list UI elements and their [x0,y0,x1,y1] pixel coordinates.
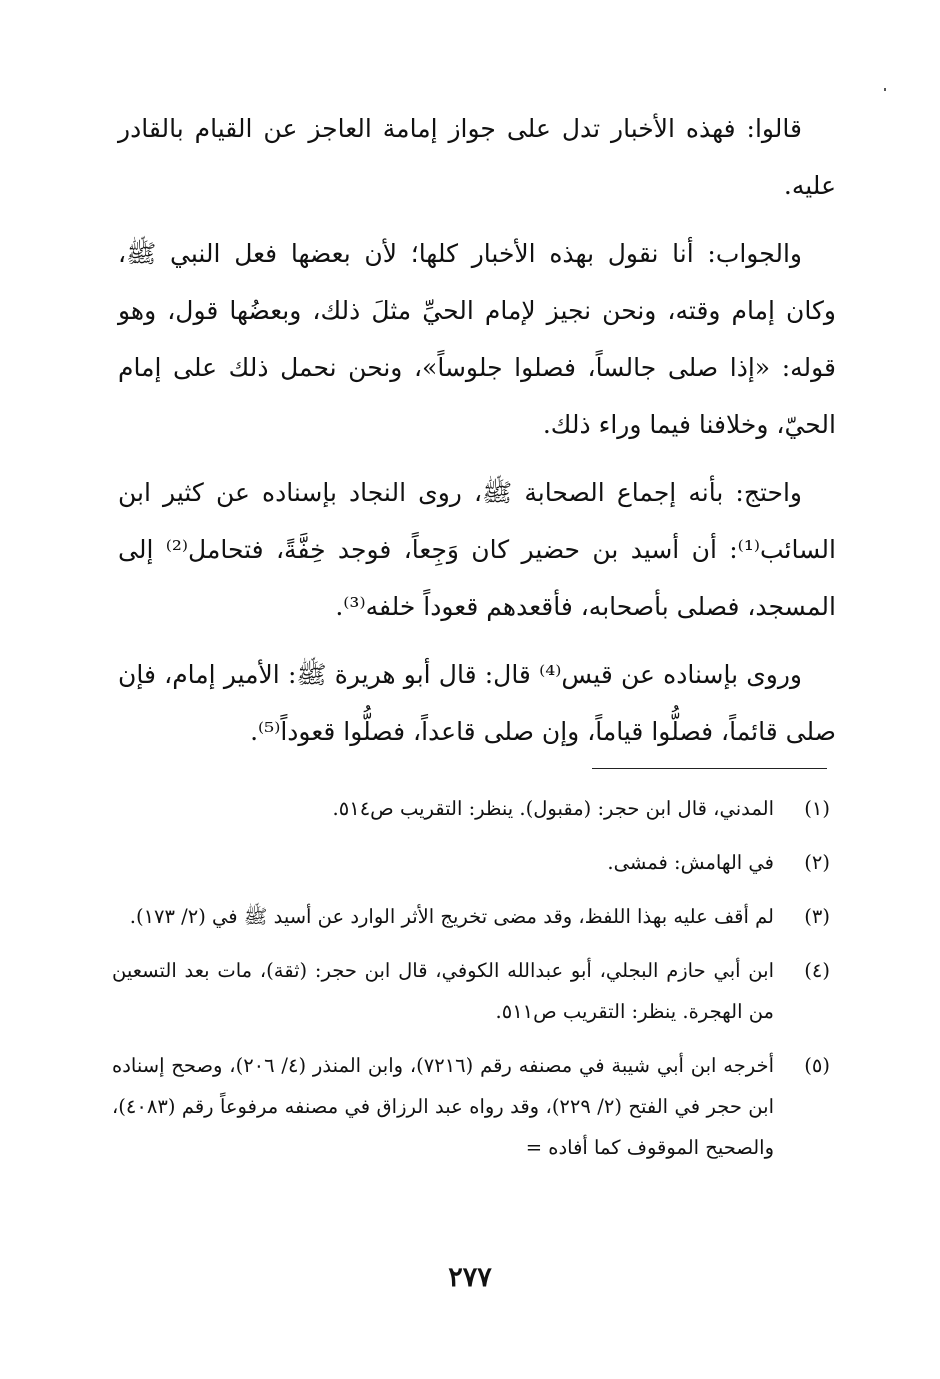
footnote-1 [112,788,830,829]
paragraph-4: وروى بإسناده عن قيس⁽⁴⁾ قال: قال أبو هريرة ﷺ: الأمير إمام، فإن صلى قائماً، فصلُّوا قياماً، وإن صلى قاعداً، فصلُّوا قعوداً⁽⁵⁾. [118,660,836,746]
footnote-divider [592,768,827,769]
footnote-2 [112,842,830,883]
footnote-text: في الهامش: فمشى. [607,851,774,874]
footnote-text: المدني، قال ابن حجر: (مقبول). ينظر: التقريب ص٥١٤. [332,797,774,820]
footnote-text: ابن أبي حازم البجلي، أبو عبدالله الكوفي، قال ابن حجر: (ثقة)، مات بعد التسعين من الهجرة. ينظر: التقريب ص٥١١. [112,959,774,1023]
main-text [118,100,836,771]
footnote-4 [112,950,830,1032]
footnote-number: (٤) [804,959,830,982]
footnote-number: (٣) [804,905,830,928]
footnote-5 [112,1045,830,1168]
paragraph-1: قالوا: فهذه الأخبار تدل على جواز إمامة العاجز عن القيام بالقادر عليه. [118,114,836,200]
paragraph-2: والجواب: أنا نقول بهذه الأخبار كلها؛ لأن بعضها فعل النبي ﷺ، وكان إمام وقته، ونحن نجيز لإمام الحيِّ مثلَ ذلك، وبعضُها قول، وهو قوله: «إذا صلى جالساً، فصلوا جلوساً»، ونحن نحمل ذلك على إمام الحيّ، وخلافنا فيما وراء ذلك. [118,239,836,439]
footnote-text: لم أقف عليه بهذا اللفظ، وقد مضى تخريج الأثر الوارد عن أسيد ﷺ في (٢/ ١٧٣). [129,905,774,928]
footnote-number: (٥) [804,1054,830,1077]
scan-speck [884,88,886,91]
paragraph-3: واحتج: بأنه إجماع الصحابة ﷺ، روى النجاد بإسناده عن كثير ابن السائب⁽¹⁾: أن أسيد بن حضير كان وَجِعاً، فوجد خِفَّةً، فتحامل⁽²⁾ إلى المسجد، فصلى بأصحابه، فأقعدهم قعوداً خلفه⁽³⁾. [118,478,836,621]
page-number: ٢٧٧ [448,1262,492,1293]
footnote-3 [112,896,830,937]
footnotes [112,788,830,1181]
footnote-text: أخرجه ابن أبي شيبة في مصنفه رقم (٧٢١٦)، وابن المنذر (٤/ ٢٠٦)، وصحح إسناده ابن حجر في الفتح (٢/ ٢٢٩)، وقد رواه عبد الرزاق في مصنفه مرفوعاً رقم (٤٠٨٣)، والصحيح الموقوف كما أفاده = [112,1054,774,1159]
footnote-number: (٢) [804,851,830,874]
footnote-number: (١) [804,797,830,820]
